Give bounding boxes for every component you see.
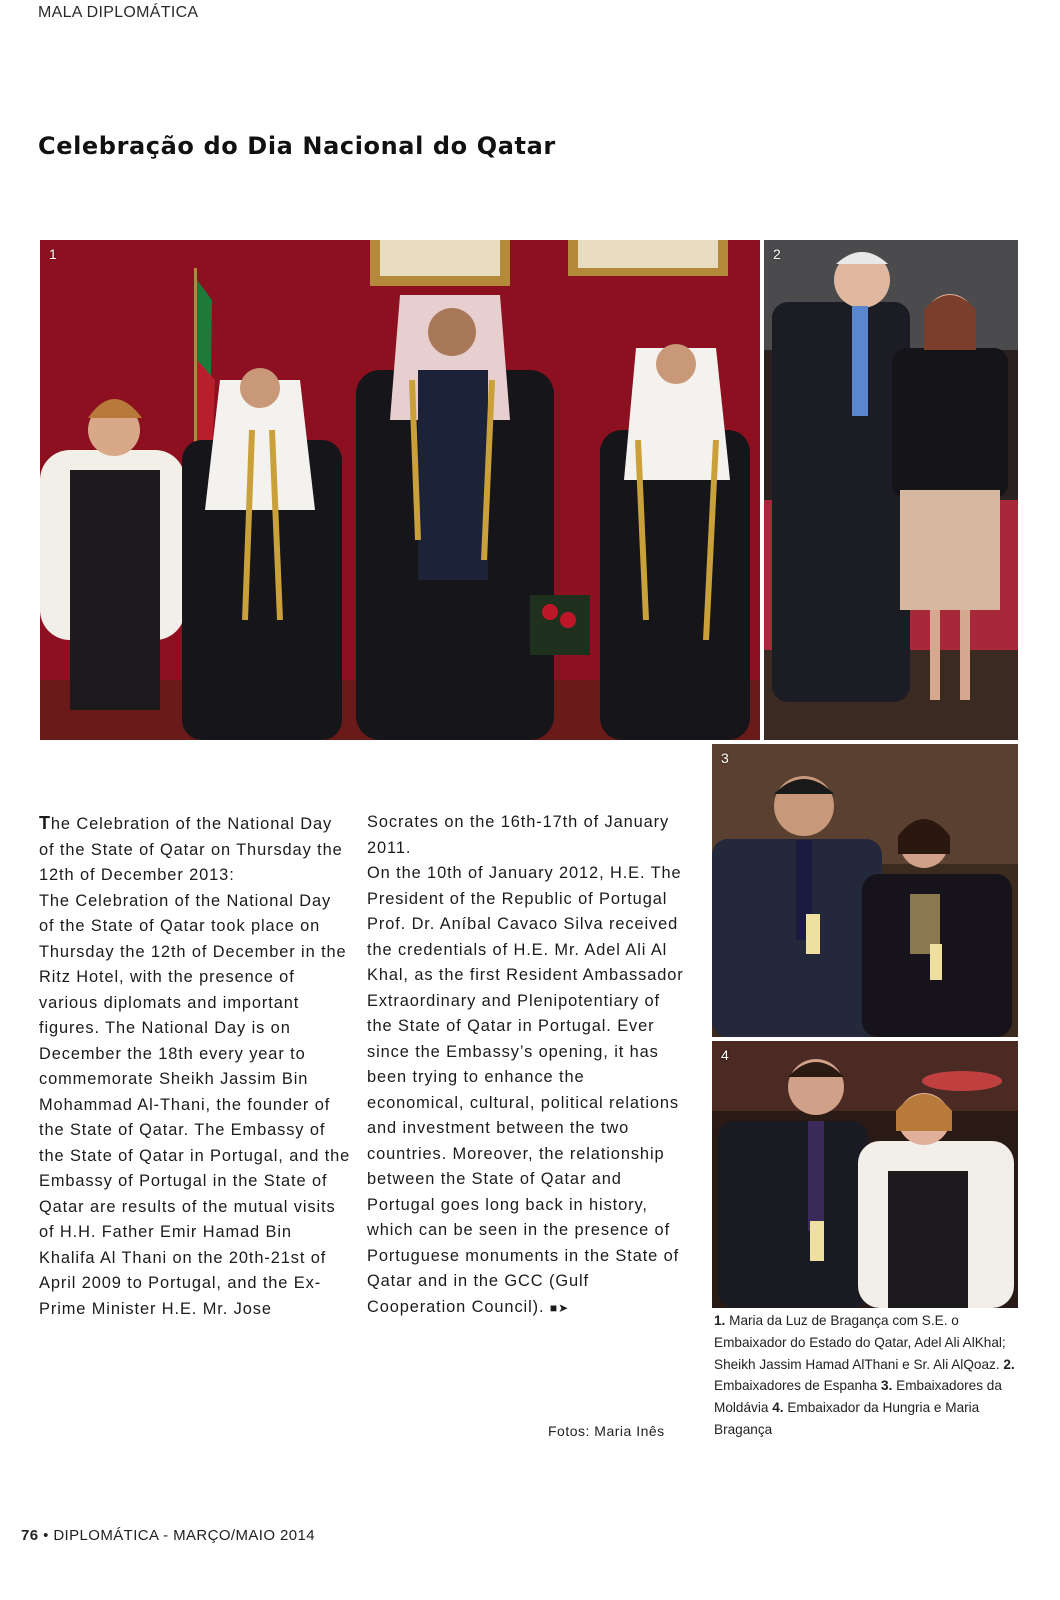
photo-2 [764,240,1018,740]
photo-2-illustration [764,240,1018,740]
photo-4-illustration [712,1041,1018,1308]
photo-3-illustration [712,744,1018,1037]
caption-2-number: 2. [1003,1356,1015,1372]
photo-1 [40,240,760,740]
dropcap: T [39,813,51,833]
end-mark: ■➤ [549,1300,570,1315]
section-label: MALA DIPLOMÁTICA [38,4,199,21]
caption-4-number: 4. [772,1400,784,1416]
photo-3 [712,744,1018,1037]
article-column-2 [367,810,685,1321]
footer-bullet: • [43,1527,49,1544]
photo-2-number: 2 [773,246,781,262]
photo-4 [712,1041,1018,1308]
caption-1-number: 1. [714,1313,726,1328]
publication-issue: DIPLOMÁTICA - MARÇO/MAIO 2014 [53,1527,315,1544]
caption-2-text: Embaixadores de Espanha [714,1378,878,1394]
paragraph-3-text: On the 10th of January 2012, H.E. The President of the Republic of Portugal Prof. Dr. Aníbal Cavaco Silva received the credentials of H.E. Mr. Adel Ali Al Khal, as the first Resident Ambassador Extraordinary and Plenipotentiary of the State of Qatar in Portugal. Ever since the Embassy’s opening, it has been trying to enhance the economical, cultural, political relations and investment between the two countries. Moreover, the relationship between the State of Qatar and Portugal goes long back in history, which can be seen in the presence of Portuguese monuments in the State of Qatar and in the GCC (Gulf Cooperation Council). [367,864,684,1316]
photo-captions [714,1310,1020,1441]
photo-3-number: 3 [721,750,729,766]
caption-3-text: Embaixadores da Moldávia [714,1378,1002,1416]
article-body-paragraph-3 [367,861,685,1321]
caption-4-text: Embaixador da Hungria e Maria Bragança [714,1400,980,1437]
photo-credit: Fotos: Maria Inês [548,1423,665,1439]
caption-3-number: 3. [881,1378,893,1394]
page-footer [21,1527,315,1544]
caption-1-text: Maria da Luz de Bragança com S.E. o Embaixador do Estado do Qatar, Adel Ali AlKhal; Sheikh Jassim Hamad AlThani e Sr. Ali AlQoaz. [714,1313,1006,1372]
article-body-paragraph-2: Socrates on the 16th-17th of January 2011. [367,813,670,857]
photo-4-number: 4 [721,1047,729,1063]
article-intro-paragraph [39,811,351,889]
photo-1-number: 1 [49,246,57,262]
page-number: 76 [21,1527,39,1544]
article-title: Celebração do Dia Nacional do Qatar [38,132,556,160]
article-body-paragraph-1: The Celebration of the National Day of the State of Qatar took place on Thursday the 12th of December in the Ritz Hotel, with the presence of various diplomats and important figures. The National Day is on December the 18th every year to commemorate Sheikh Jassim Bin Mohammad Al-Thani, the founder of the State of Qatar. The Embassy of the State of Qatar in Portugal, and the Embassy of Portugal in the State of Qatar are results of the mutual visits of H.H. Father Emir Hamad Bin Khalifa Al Thani on the 20th-21st of April 2009 to Portugal, and the Ex-Prime Minister H.E. Mr. Jose [39,891,351,1318]
photo-1-illustration [40,240,760,740]
intro-text: he Celebration of the National Day of the State of Qatar on Thursday the 12th of December 2013: [39,815,343,884]
article-column-1 [39,811,351,1322]
